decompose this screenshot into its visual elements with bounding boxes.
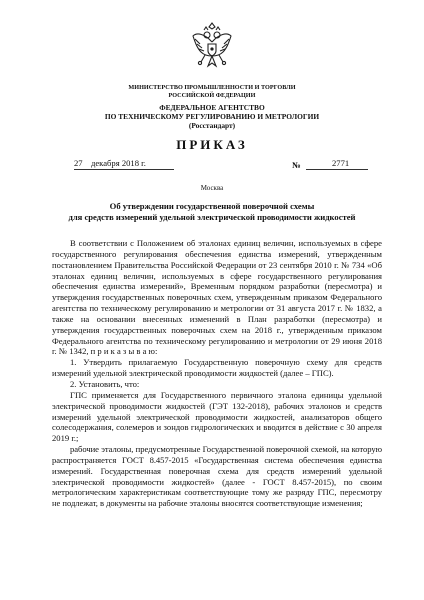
title-line-1: Об утверждении государственной поверочной схемы [109, 201, 315, 211]
number-sign: № [292, 160, 301, 170]
body-paragraph-scope: ГПС применяется для Государственного первичного эталона единицы удельной электрической проводимости жидкостей (ГЭТ 132-2018), рабочих эталонов и средств измерений удельной электрической проводимости жидкостей, анализаторов общего солесодержания, солемеров и зондов гидрологических и вводится в действие с 30 апреля 2019 г.; [52, 389, 382, 444]
city: Москва [200, 184, 224, 192]
order-body [52, 238, 382, 509]
body-paragraph-item-2: 2. Установить, что: [70, 378, 140, 389]
agency-name [0, 103, 424, 130]
body-paragraph-item-1: 1. Утвердить прилагаемую Государственную поверочную схему для средств измерений удельной электрической проводимости жидкостей (далее – ГПС). [52, 357, 382, 379]
ministry-name [0, 84, 424, 99]
title-line-2: для средств измерений удельной электрической проводимости жидкостей [68, 211, 356, 222]
ministry-line-1: МИНИСТЕРСТВО ПРОМЫШЛЕННОСТИ И ТОРГОВЛИ [128, 84, 296, 91]
document-type: ПРИКАЗ [176, 137, 248, 152]
order-date-month-year: декабря 2018 г. [91, 158, 146, 168]
agency-short-name: (Росстандарт) [188, 121, 236, 130]
ministry-line-2: РОССИЙСКОЙ ФЕДЕРАЦИИ [168, 91, 256, 99]
date-number-line [74, 158, 374, 172]
order-number: 2771 [332, 158, 350, 168]
body-paragraph-working-standards: рабочие эталоны, предусмотренные Государственной поверочной схемой, на которую распространяется ГОСТ 8.457-2015 «Государственная система обеспечения единства измерений. Государственная поверочная схема для средств измерений удельной электрической проводимости жидкостей» (далее - ГОСТ 8.457-2015), по своим метрологическим характеристикам соответствующие тому же разряду ГПС, пересмотру не подлежат, в документы на рабочие эталоны вносятся соответствующие изменения; [52, 444, 382, 509]
number-underline [306, 169, 368, 170]
agency-line-2: ПО ТЕХНИЧЕСКОМУ РЕГУЛИРОВАНИЮ И МЕТРОЛОГИИ [104, 112, 320, 121]
order-date-day: 27 [74, 158, 83, 168]
date-underline [74, 169, 174, 170]
order-title [0, 201, 424, 223]
body-paragraph-preamble: В соответствии с Положением об эталонах единиц величин, используемых в сфере государственного регулирования обеспечения единства измерений, утвержденным постановлением Правительства Российской Федерации от 23 сентября 2010 г. № 734 «Об эталонах единиц величин, используемых в сфере государственного регулирования обеспечения единства измерений», Временным порядком разработки (пересмотра) и утверждения государственных поверочных схем, утвержденным приказом Федерального агентства по техническому регулированию и метрологии от 31 августа 2017 г. № 1832, а также на основании внесенных изменений в План разработки (пересмотра) и утверждения государственных поверочных схем на 2018 г., утвержденным приказом Федерального агентства по техническому регулированию и метрологии от 29 июня 2018 г. № 1342, п р и к а з ы в а ю: [52, 238, 382, 357]
coat-of-arms-icon [191, 22, 233, 74]
agency-line-1: ФЕДЕРАЛЬНОЕ АГЕНТСТВО [159, 103, 265, 112]
